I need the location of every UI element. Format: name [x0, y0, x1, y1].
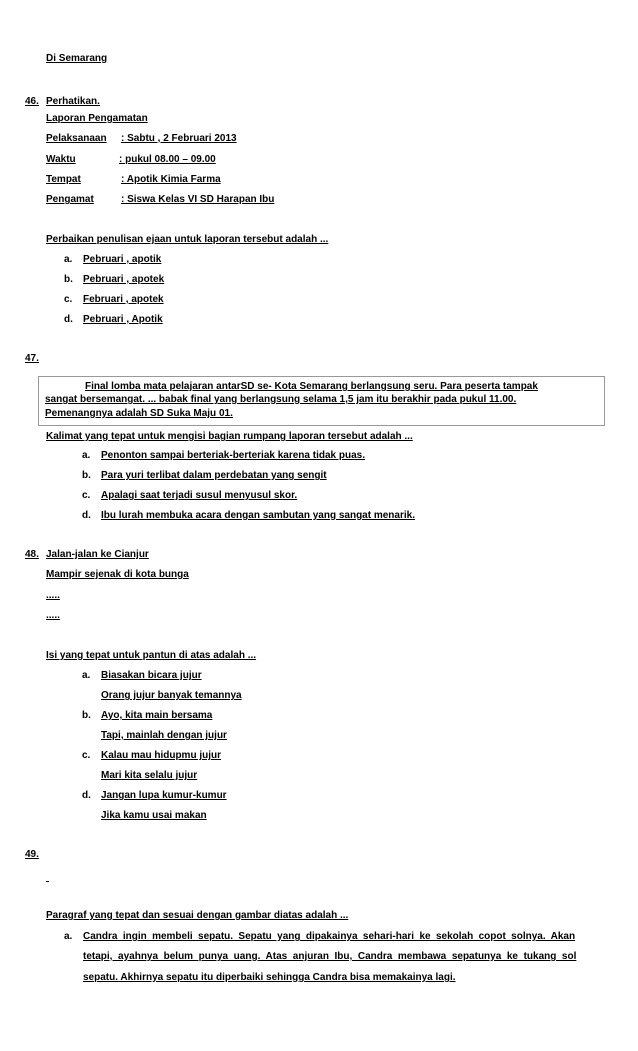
q46-row-label: Waktu — [46, 154, 76, 165]
q46-option-d: Pebruari , Apotik — [83, 314, 163, 325]
q46-row-value: : pukul 08.00 – 09.00 — [119, 154, 216, 165]
q46-number: 46. — [25, 96, 39, 107]
q46-question: Perbaikan penulisan ejaan untuk laporan tersebut adalah ... — [46, 234, 329, 245]
q48-question: Isi yang tepat untuk pantun di atas adalah ... — [46, 650, 257, 661]
q46-row-value: : Apotik Kimia Farma — [121, 174, 221, 185]
q49-option-a-line: sepatu. Akhirnya sepatu itu diperbaiki sehingga Candra bisa memakainya lagi. — [83, 972, 456, 983]
q48-option-letter: c. — [82, 750, 91, 761]
q47-passage-line: sangat bersemangat. ... babak final yang berlangsung selama 1,5 jam itu berakhir pada pukul 11.00. — [45, 394, 517, 405]
q46-report-title: Laporan Pengamatan — [46, 113, 148, 124]
q46-row-value: : Sabtu , 2 Februari 2013 — [121, 133, 237, 144]
q48-option-letter: a. — [82, 670, 91, 681]
q49-option-letter: a. — [64, 931, 73, 942]
q47-passage-line: Pemenangnya adalah SD Suka Maju 01. — [45, 408, 233, 419]
q46-option-letter: d. — [64, 314, 73, 325]
q48-option-c-line2: Mari kita selalu jujur — [101, 770, 198, 781]
q47-question: Kalimat yang tepat untuk mengisi bagian rumpang laporan tersebut adalah ... — [46, 431, 413, 442]
q46-row-value: : Siswa Kelas VI SD Harapan Ibu — [121, 194, 275, 205]
q48-option-a-line2: Orang jujur banyak temannya — [101, 690, 242, 701]
q46-option-letter: a. — [64, 254, 73, 265]
q48-blank: ..... — [46, 590, 60, 601]
q48-option-letter: b. — [82, 710, 91, 721]
q47-passage-line: Final lomba mata pelajaran antarSD se- Kota Semarang berlangsung seru. Para peserta tampak — [85, 381, 538, 392]
q48-option-a-line1: Biasakan bicara jujur — [101, 670, 202, 681]
q47-option-letter: d. — [82, 510, 91, 521]
q46-option-c: Februari , apotek — [83, 294, 164, 305]
q49-number: 49. — [25, 849, 39, 860]
q47-option-c: Apalagi saat terjadi susul menyusul skor. — [101, 490, 298, 501]
q48-option-d-line1: Jangan lupa kumur-kumur — [101, 790, 227, 801]
q48-option-c-line1: Kalau mau hidupmu jujur — [101, 750, 222, 761]
q48-pantun-line: Jalan-jalan ke Cianjur — [46, 549, 149, 560]
q49-question: Paragraf yang tepat dan sesuai dengan gambar diatas adalah ... — [46, 910, 349, 921]
q46-option-a: Pebruari , apotik — [83, 254, 162, 265]
image-placeholder-mark — [46, 881, 49, 882]
q47-option-a: Penonton sampai berteriak-berteriak karena tidak puas. — [101, 450, 365, 461]
q48-number: 48. — [25, 549, 39, 560]
q46-option-letter: c. — [64, 294, 73, 305]
q47-option-d: Ibu lurah membuka acara dengan sambutan yang sangat menarik. — [101, 510, 415, 521]
q47-option-letter: c. — [82, 490, 91, 501]
q49-option-a-line: tetapi, ayahnya belum punya uang. Atas anjuran Ibu, Candra membawa sepatunya ke tukang sol — [83, 951, 577, 962]
header-location: Di Semarang — [46, 53, 108, 64]
q46-row-label: Tempat — [46, 174, 81, 185]
q47-option-letter: a. — [82, 450, 91, 461]
q46-row-label: Pengamat — [46, 194, 94, 205]
q46-title: Perhatikan. — [46, 96, 100, 107]
q48-option-b-line2: Tapi, mainlah dengan jujur — [101, 730, 227, 741]
q46-option-letter: b. — [64, 274, 73, 285]
q48-option-letter: d. — [82, 790, 91, 801]
q48-pantun-line: Mampir sejenak di kota bunga — [46, 569, 189, 580]
q49-option-a-line: Candra ingin membeli sepatu. Sepatu yang dipakainya sehari-hari ke sekolah copot solnya. Akan — [83, 931, 576, 942]
q46-option-b: Pebruari , apotek — [83, 274, 165, 285]
q48-blank: ..... — [46, 610, 60, 621]
q46-row-label: Pelaksanaan — [46, 133, 107, 144]
q48-option-b-line1: Ayo, kita main bersama — [101, 710, 213, 721]
q47-number: 47. — [25, 353, 39, 364]
q47-option-b: Para yuri terlibat dalam perdebatan yang sengit — [101, 470, 327, 481]
q47-option-letter: b. — [82, 470, 91, 481]
q48-option-d-line2: Jika kamu usai makan — [101, 810, 207, 821]
